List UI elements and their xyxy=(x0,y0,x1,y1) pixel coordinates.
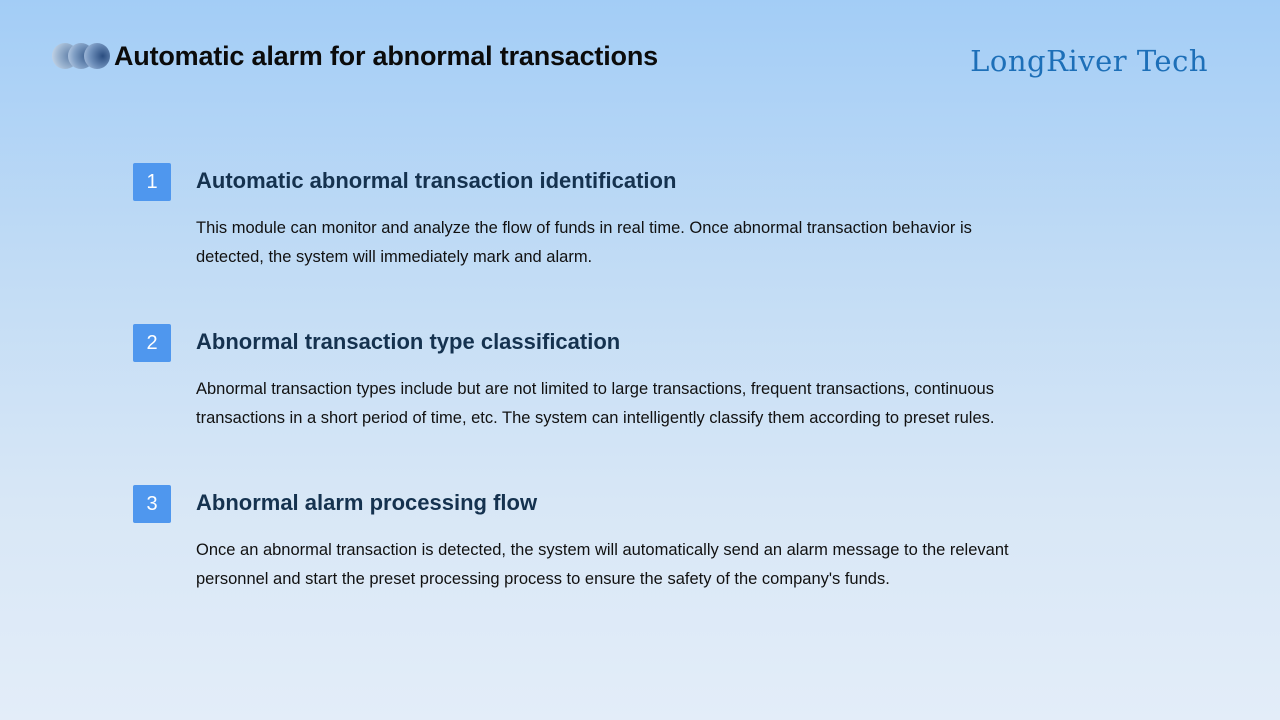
disc-shape xyxy=(84,43,110,69)
item-number-badge: 2 xyxy=(133,324,171,362)
item-heading: Automatic abnormal transaction identification xyxy=(196,168,677,193)
title-bar xyxy=(52,36,658,76)
item-number-badge: 3 xyxy=(133,485,171,523)
item-heading: Abnormal alarm processing flow xyxy=(196,490,538,515)
item-description: Once an abnormal transaction is detected, the system will automatically send an alarm message to the relevant personnel and start the preset processing process to ensure the safety of the company's funds. xyxy=(196,541,1009,588)
item-description: This module can monitor and analyze the flow of funds in real time. Once abnormal transaction behavior is detected, the system will immediately mark and alarm. xyxy=(196,219,972,266)
page-title: Automatic alarm for abnormal transactions xyxy=(114,40,658,71)
three-discs-icon xyxy=(52,42,112,70)
item-heading: Abnormal transaction type classification xyxy=(196,329,621,354)
item-description: Abnormal transaction types include but are not limited to large transactions, frequent transactions, continuous transactions in a short period of time, etc. The system can intelligently classify them according to preset rules. xyxy=(196,380,995,427)
brand-logo-text: LongRiver Tech xyxy=(970,44,1208,78)
item-number-badge: 1 xyxy=(133,163,171,201)
